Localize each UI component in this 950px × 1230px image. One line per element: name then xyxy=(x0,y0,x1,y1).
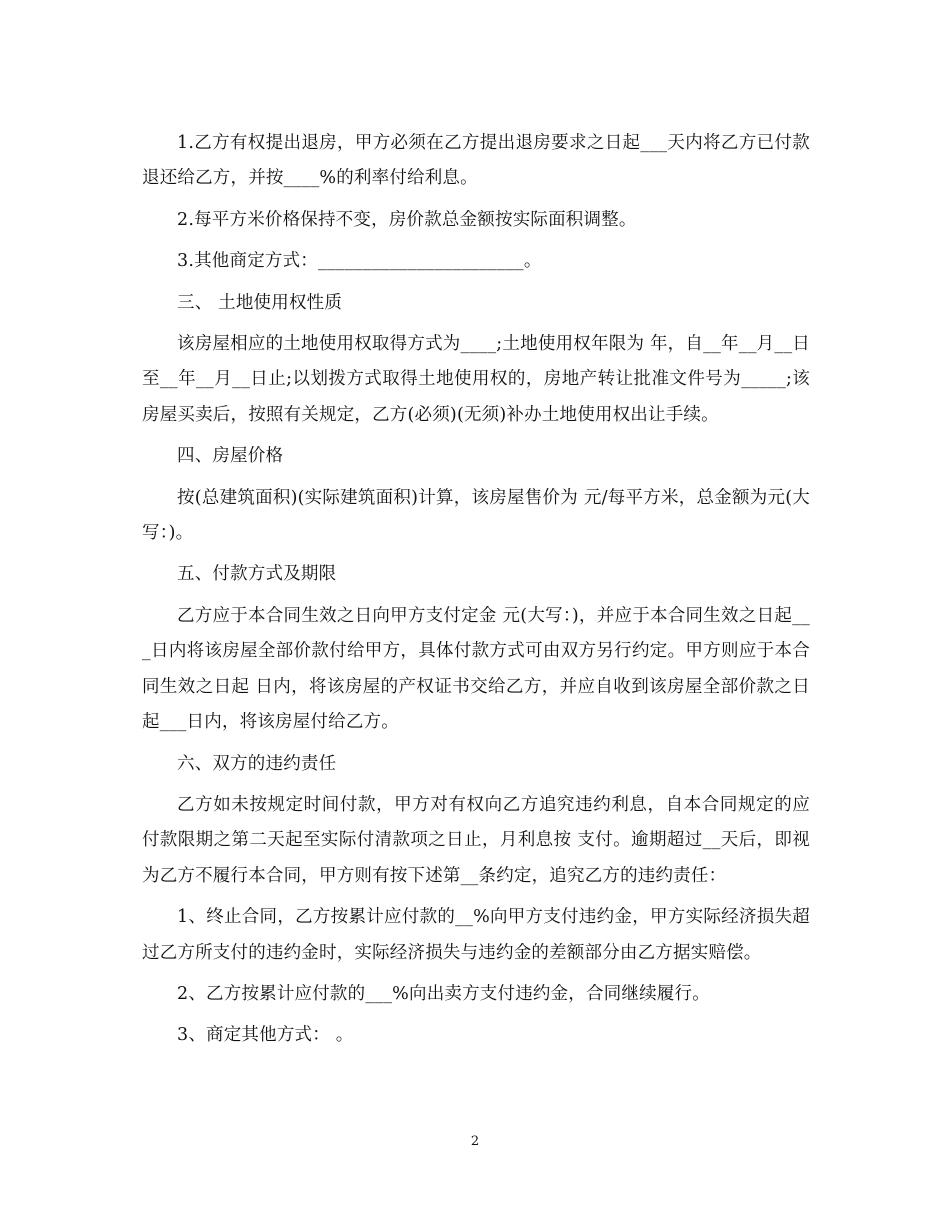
paragraph-house-price: 按(总建筑面积)(实际建筑面积)计算，该房屋售价为 元/每平方米，总金额为元(大写：)。 xyxy=(142,487,810,544)
paragraph-payment: 乙方应于本合同生效之日向甲方支付定金 元(大写：)，并应于本合同生效之日起___日内将该房屋全部价款付给甲方，具体付款方式可由双方另行约定。甲方则应于本合同生效之日起 日内，将该房屋的产权证书交给乙方，并应自收到该房屋全部价款之日起___日内，将该房屋付给乙方。 xyxy=(142,605,810,733)
paragraph-liability: 乙方如未按规定时间付款，甲方对有权向乙方追究违约利息，自本合同规定的应付款限期之第二天起至实际付清款项之日止，月利息按 支付。逾期超过__天后，即视为乙方不履行本合同，甲方则有按下述第__条约定，追究乙方的违约责任： xyxy=(142,794,810,886)
clause-refund: 1.乙方有权提出退房，甲方必须在乙方提出退房要求之日起___天内将乙方已付款退还给乙方，并按____%的利率付给利息。 xyxy=(142,133,810,189)
section-heading-liability: 六、双方的违约责任 xyxy=(177,753,337,774)
liability-item-1: 1、终止合同，乙方按累计应付款的__%向甲方支付违约金，甲方实际经济损失超过乙方所支付的违约金时，实际经济损失与违约金的差额部分由乙方据实赔偿。 xyxy=(142,907,810,963)
paragraph-land-use: 该房屋相应的土地使用权取得方式为____;土地使用权年限为 年，自__年__月__日至__年__月__日止;以划拨方式取得土地使用权的，房地产转让批准文件号为_____;该房屋买卖后，按照有关规定，乙方(必须)(无须)补办土地使用权出让手续。 xyxy=(142,334,810,425)
document-body xyxy=(142,126,810,1060)
liability-item-2: 2、乙方按累计应付款的___%向出卖方支付违约金，合同继续履行。 xyxy=(177,983,710,1004)
section-heading-payment: 五、付款方式及期限 xyxy=(177,564,337,585)
clause-other-methods: 3.其他商定方式：_______________________。 xyxy=(177,251,542,272)
section-heading-land-use: 三、 土地使用权性质 xyxy=(177,292,343,313)
section-heading-house-price: 四、房屋价格 xyxy=(177,446,284,467)
clause-price-per-sqm: 2.每平方米价格保持不变，房价款总金额按实际面积调整。 xyxy=(177,209,637,230)
page-number: 2 xyxy=(470,1134,480,1149)
liability-item-3: 3、商定其他方式： 。 xyxy=(177,1025,354,1046)
